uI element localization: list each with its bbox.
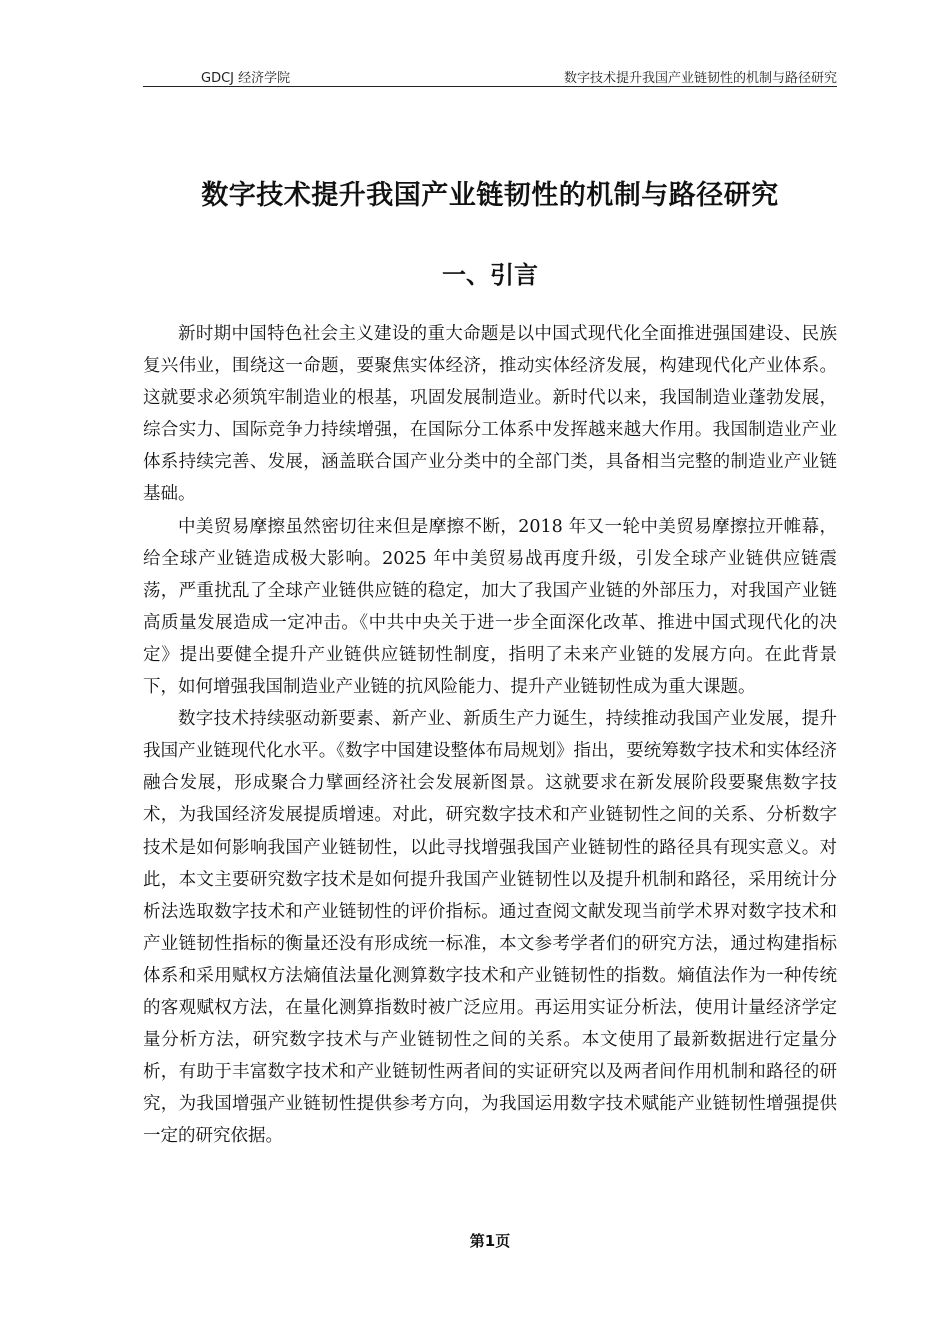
paragraph-1: 新时期中国特色社会主义建设的重大命题是以中国式现代化全面推进强国建设、民族复兴伟业，围绕这一命题，要聚焦实体经济，推动实体经济发展，构建现代化产业体系。这就要求必须筑牢制造业的根基，巩固发展制造业。新时代以来，我国制造业蓬勃发展，综合实力、国际竞争力持续增强，在国际分工体系中发挥越来越大作用。我国制造业产业体系持续完善、发展，涵盖联合国产业分类中的全部门类，具备相当完整的制造业产业链基础。 [143,324,837,505]
paper-title: 数字技术提升我国产业链韧性的机制与路径研究 [201,180,779,211]
paragraph-2: 中美贸易摩擦虽然密切往来但是摩擦不断，2018 年又一轮中美贸易摩擦拉开帷幕，给全球产业链造成极大影响。2025 年中美贸易战再度升级，引发全球产业链供应链震荡，严重扰乱了全球产业链供应链的稳定，加大了我国产业链的外部压力，对我国产业链高质量发展造成一定冲击。《中共中央关于进一步全面深化改革、推进中国式现代化的决定》提出要健全提升产业链供应链韧性制度，指明了未来产业链的发展方向。在此背景下，如何增强我国制造业产业链的抗风险能力、提升产业链韧性成为重大课题。 [143,516,837,698]
section-heading: 一、引言 [442,261,538,289]
header-institution: GDCJ 经济学院 [201,71,291,86]
section-body [143,318,837,1152]
header-paper-title: 数字技术提升我国产业链韧性的机制与路径研究 [563,71,837,86]
running-header [143,62,837,87]
paragraph-3: 数字技术持续驱动新要素、新产业、新质生产力诞生，持续推动我国产业发展，提升我国产业链现代化水平。《数字中国建设整体布局规划》指出，要统筹数字技术和实体经济融合发展，形成聚合力擘画经济社会发展新图景。这就要求在新发展阶段要聚焦数字技术，为我国经济发展提质增速。对此，研究数字技术和产业链韧性之间的关系、分析数字技术是如何影响我国产业链韧性，以此寻找增强我国产业链韧性的路径具有现实意义。对此，本文主要研究数字技术是如何提升我国产业链韧性以及提升机制和路径，采用统计分析法选取数字技术和产业链韧性的评价指标。通过查阅文献发现当前学术界对数字技术和产业链韧性指标的衡量还没有形成统一标准，本文参考学者们的研究方法，通过构建指标体系和采用赋权方法熵值法量化测算数字技术和产业链韧性的指数。熵值法作为一种传统的客观赋权方法，在量化测算指数时被广泛应用。再运用实证分析法，使用计量经济学定量分析方法，研究数字技术与产业链韧性之间的关系。本文使用了最新数据进行定量分析，有助于丰富数字技术和产业链韧性两者间的实证研究以及两者间作用机制和路径的研究，为我国增强产业链韧性提供参考方向，为我国运用数字技术赋能产业链韧性增强提供一定的研究依据。 [143,709,837,1147]
page-number: 第1页 [469,1232,511,1250]
